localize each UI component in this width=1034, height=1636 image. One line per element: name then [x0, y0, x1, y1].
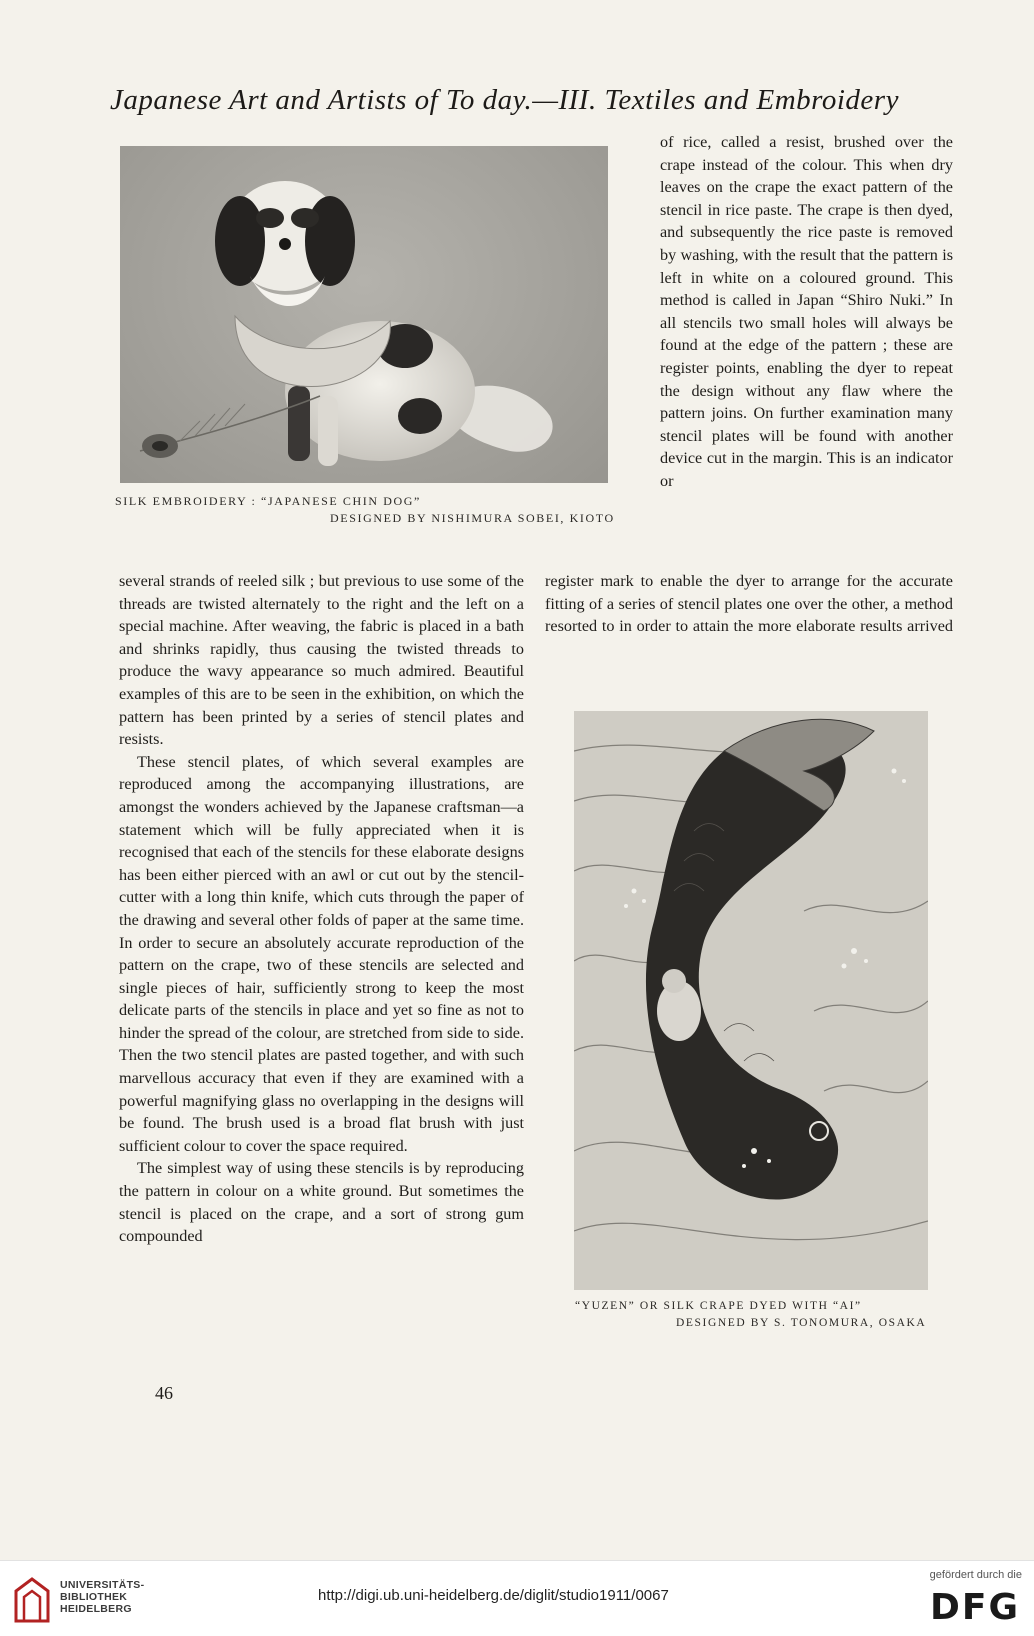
permalink-url[interactable]: http://digi.ub.uni-heidelberg.de/diglit/studio1911/0067: [318, 1587, 669, 1604]
paragraph: of rice, called a resist, brushed over the crape instead of the colour. This when dry leaves on the crape the exact pattern of the stencil in rice paste. The crape is then dyed, and subsequently the rice paste is removed by washing, with the result that the pattern is left in white on a coloured ground. This method is called in Japan “Shiro Nuki.” In all stencils two small holes will always be found at the edge of the pattern ; these are register points, enabling the dyer to repeat the design without any flaw where the pattern joins. On further examination many stencil plates will be found with another device cut in the margin. This is an indicator or: [660, 133, 953, 490]
carp-caption-line1: “YUZEN” OR SILK CRAPE DYED WITH “AI”: [575, 1300, 862, 1312]
dog-caption-line1: SILK EMBROIDERY : “JAPANESE CHIN DOG”: [115, 494, 421, 508]
paragraph: register mark to enable the dyer to arrange for the accurate fitting of a series of stencil plates one over the other, a method resorted to in order to attain the more elaborate results arrived: [545, 572, 953, 636]
funded-by-label: gefördert durch die: [929, 1569, 1022, 1581]
dog-caption-line2: DESIGNED BY NISHIMURA SOBEI, KIOTO: [330, 511, 615, 525]
viewer-footer: [0, 1560, 1034, 1636]
paragraph: several strands of reeled silk ; but previous to use some of the threads are twisted alternately to the right and the left on a special machine. After weaving, the fabric is placed in a bath and shrinks rapidly, thus causing the twisted threads to produce the wavy appearance so much admired. Beautiful examples of this are to be seen in the exhibition, on which the pattern has been printed by a series of stencil plates and resists.: [119, 572, 524, 749]
running-title: Japanese Art and Artists of To day.—III. Textiles and Embroidery: [110, 84, 899, 116]
carp-yuzen-image: [574, 711, 928, 1290]
library-line: UNIVERSITÄTS-: [60, 1579, 145, 1591]
page-number: 46: [155, 1383, 173, 1403]
left-column-text: [119, 570, 524, 1248]
carp-caption-line2: DESIGNED BY S. TONOMURA, OSAKA: [676, 1317, 927, 1329]
paragraph: These stencil plates, of which several examples are reproduced among the accompanying illustrations, are amongst the wonders achieved by the Japanese craftsman—a statement which will be fully appreciated when it is recognised that each of the stencils for these elaborate designs has been either pierced with an awl or cut out by the stencil-cutter with a long thin knife, which cuts through the paper of the drawing and several other folds of paper at the same time. In order to secure an absolutely accurate reproduction of the pattern on the crape, two of these stencils are selected and single pieces of hair, sufficiently strong to keep the most delicate parts of the stencils in place and yet so fine as not to hinder the spread of the colour, are stretched from side to side. Then the two stencil plates are pasted together, and with such marvellous accuracy that even if they are examined with a powerful magnifying glass no overlapping in the designs will be found. The brush used is a broad flat brush with just sufficient colour to cover the space required.: [119, 752, 524, 1155]
library-line: BIBLIOTHEK: [60, 1591, 128, 1603]
right-column-continuation: [545, 570, 953, 638]
right-column-text: [660, 131, 953, 493]
library-name: [60, 1579, 144, 1615]
library-line: HEIDELBERG: [60, 1603, 132, 1615]
dog-embroidery-image: [120, 146, 608, 483]
university-logo-icon: [12, 1577, 52, 1623]
paragraph: The simplest way of using these stencils is by reproducing the pattern in colour on a white ground. But sometimes the stencil is placed on the crape, and a sort of strong gum compounded: [119, 1159, 524, 1246]
dfg-logo: DFG: [929, 1587, 1020, 1628]
